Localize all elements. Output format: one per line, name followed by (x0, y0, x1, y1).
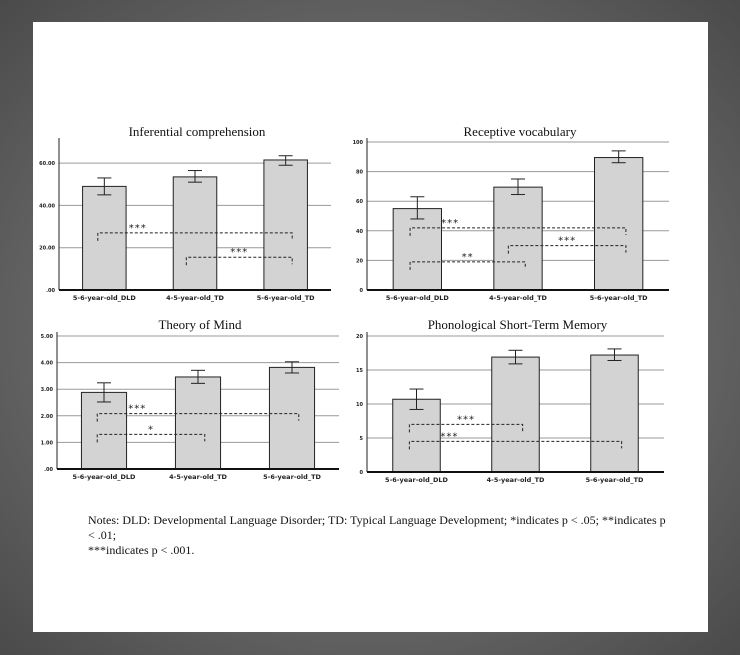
bar (175, 377, 220, 469)
chart-receptive-vocabulary (343, 118, 673, 308)
bar (269, 367, 314, 469)
y-tick-label: 1.00 (40, 440, 53, 447)
chart-svg (343, 118, 673, 308)
y-tick-label: 60 (356, 199, 363, 206)
significance-label: *** (440, 431, 459, 443)
significance-label: *** (457, 414, 475, 426)
bar (393, 209, 441, 290)
chart-svg (343, 312, 668, 490)
x-tick-label: 5-6-year-old_DLD (385, 476, 448, 484)
x-tick-label: 4-5-year-old_TD (486, 476, 545, 484)
chart-svg (33, 312, 343, 487)
significance-label: *** (230, 247, 249, 259)
chart-title: Phonological Short-Term Memory (427, 317, 608, 332)
x-tick-label: 4-5-year-old_TD (489, 294, 547, 302)
y-tick-label: 40 (356, 228, 363, 235)
x-tick-label: 4-5-year-old_TD (169, 473, 227, 481)
y-tick-label: 40.00 (39, 203, 55, 210)
significance-label: * (148, 424, 154, 436)
x-tick-label: 5-6-year-old_TD (256, 294, 315, 302)
y-tick-label: 80 (356, 169, 363, 176)
significance-label: ** (461, 251, 474, 263)
bar (393, 399, 441, 472)
bar (264, 160, 308, 290)
y-tick-label: 0 (359, 288, 363, 294)
bar (173, 177, 217, 290)
x-tick-label: 5-6-year-old_TD (589, 294, 648, 302)
notes-line-2: ***indicates p < .001. (88, 543, 195, 557)
bar (591, 355, 639, 472)
x-tick-label: 5-6-year-old_DLD (72, 473, 136, 481)
y-tick-label: 3.00 (40, 387, 53, 394)
y-tick-label: 0 (359, 470, 363, 476)
x-tick-label: 5-6-year-old_TD (585, 476, 644, 484)
y-tick-label: 10 (356, 402, 363, 408)
y-tick-label: 2.00 (40, 413, 53, 420)
chart-inferential-comprehension (35, 118, 335, 308)
significance-label: *** (441, 217, 460, 229)
x-tick-label: 5-6-year-old_DLD (72, 294, 136, 302)
y-tick-label: 20 (356, 258, 363, 265)
chart-theory-of-mind (33, 312, 343, 487)
notes-line-1: Notes: DLD: Developmental Language Disorder; TD: Typical Language Development; *indicates p < .05; **indicates p < .01; (88, 513, 666, 542)
chart-title: Receptive vocabulary (463, 124, 577, 139)
y-tick-label: 20.00 (39, 245, 55, 252)
bar (494, 187, 542, 290)
y-tick-label: 100 (352, 140, 363, 146)
chart-title: Theory of Mind (158, 317, 242, 332)
x-tick-label: 4-5-year-old_TD (166, 294, 224, 302)
y-tick-label: 15 (356, 368, 363, 374)
y-tick-label: 4.00 (40, 360, 53, 367)
y-tick-label: .00 (46, 288, 55, 294)
x-tick-label: 5-6-year-old_TD (263, 473, 321, 481)
y-tick-label: 60.00 (39, 161, 55, 168)
bar (595, 158, 643, 290)
bar (83, 186, 127, 290)
chart-phonological-stm (343, 312, 668, 490)
significance-label: *** (128, 403, 147, 415)
figure-notes (88, 513, 668, 558)
y-tick-label: 20 (356, 334, 363, 340)
x-tick-label: 5-6-year-old_DLD (385, 294, 449, 302)
significance-label: *** (558, 235, 577, 247)
y-tick-label: 5 (359, 436, 363, 442)
y-tick-label: .00 (44, 467, 53, 473)
chart-title: Inferential comprehension (128, 124, 266, 139)
bar (492, 357, 540, 472)
chart-svg (35, 118, 335, 308)
bar (81, 392, 126, 469)
y-tick-label: 5.00 (40, 334, 53, 340)
significance-label: *** (128, 222, 147, 234)
